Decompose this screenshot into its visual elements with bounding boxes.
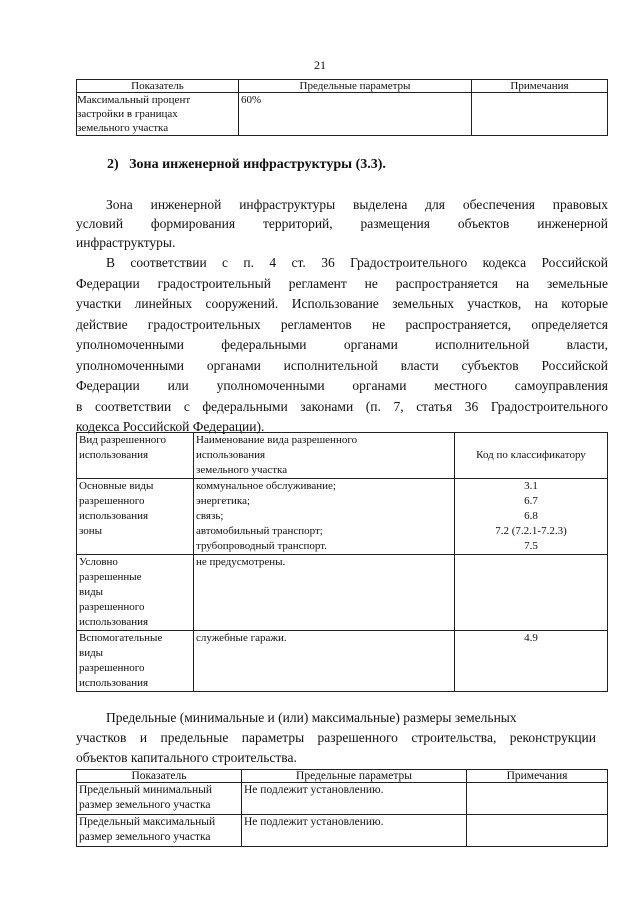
para-line: Федерации или уполномоченными органами местного самоуправления <box>76 378 608 393</box>
col-header-indicator: Показатель <box>77 770 242 783</box>
para-line: уполномоченными федеральными органами исполнительной власти, <box>76 337 608 352</box>
page-number: 21 <box>314 58 326 72</box>
cell-param: 60% <box>239 93 472 136</box>
col-header-use-name: использования <box>196 449 266 461</box>
table-row <box>77 479 608 555</box>
cell-param: Не подлежит установлению. <box>242 783 467 815</box>
cell-text: разрешенного <box>79 601 145 613</box>
table-permitted-uses <box>76 432 608 692</box>
col-header-params: Предельные параметры <box>239 80 472 93</box>
col-header-use-type: использования <box>79 449 149 461</box>
use-code: 7.2 (7.2.1-7.2.3) <box>495 525 567 537</box>
para-line: в соответствии с федеральными законами (п. 7, статья 36 Градостроительного <box>76 398 608 414</box>
cell-text: разрешенного <box>79 662 145 674</box>
table-row <box>77 555 608 631</box>
table-row <box>77 815 608 847</box>
para-line: действие градостроительных регламентов не распространяется, определяется <box>76 316 608 332</box>
table-row <box>77 93 608 136</box>
use-code: 7.5 <box>524 540 538 552</box>
cell-text: Вспомогательные <box>79 632 163 644</box>
use-name: связь; <box>196 510 224 522</box>
para-line: участки линейных сооружений. Использование земельных участков, на которые <box>76 296 608 311</box>
para-line: участков и предельные параметры разрешенного строительства, реконструкции <box>76 730 596 745</box>
para-line: Федерации градостроительный регламент не распространяется на земельные <box>76 275 608 291</box>
cell-text: виды <box>79 586 104 598</box>
cell-text: разрешенные <box>79 571 142 583</box>
para-line: Зона инженерной инфраструктуры выделена для обеспечения правовых <box>106 197 608 212</box>
cell-text: Максимальный процент <box>77 94 191 106</box>
cell-text: земельного участка <box>77 122 169 134</box>
cell-text: Основные виды <box>79 480 154 492</box>
use-code: 6.7 <box>524 495 538 507</box>
col-header-params: Предельные параметры <box>242 770 467 783</box>
col-header-notes: Примечания <box>467 770 608 783</box>
cell-text: застройки в границах <box>77 108 178 120</box>
col-header-code: Код по классификатору <box>455 433 608 479</box>
cell-text: зоны <box>79 525 103 537</box>
cell-text: разрешенного <box>79 495 145 507</box>
para-line: уполномоченными органами исполнительной власти субъектов Российской <box>76 357 608 373</box>
use-code: 6.8 <box>524 510 538 522</box>
cell-note <box>467 783 608 815</box>
use-name: трубопроводный транспорт. <box>196 540 328 552</box>
cell-param: Не подлежит установлению. <box>242 815 467 847</box>
cell-text: размер земельного участка <box>79 799 211 811</box>
para-line: инфраструктуры. <box>76 235 176 250</box>
paragraph-limits <box>76 708 596 768</box>
para-line: В соответствии с п. 4 ст. 36 Градостроительного кодекса Российской <box>106 255 608 270</box>
cell-text: размер земельного участка <box>79 831 211 843</box>
para-line: объектов капитального строительства. <box>76 750 297 765</box>
table-limits-1 <box>76 79 608 136</box>
use-name: энергетика; <box>196 495 251 507</box>
table-limits-2 <box>76 769 608 847</box>
section-heading: 2) Зона инженерной инфраструктуры (3.3). <box>107 157 386 172</box>
use-name: автомобильный транспорт; <box>196 525 323 537</box>
cell-note <box>467 815 608 847</box>
use-code: 3.1 <box>524 480 538 492</box>
table-row <box>77 631 608 692</box>
use-name: не предусмотрены. <box>196 556 286 568</box>
cell-text: Предельный минимальный <box>79 784 213 796</box>
col-header-indicator: Показатель <box>77 80 239 93</box>
use-name: служебные гаражи. <box>196 632 287 644</box>
cell-text: использования <box>79 616 149 628</box>
para-line: условий формирования территорий, размещения объектов инженерной <box>76 216 608 231</box>
cell-text: использования <box>79 677 149 689</box>
col-header-use-name: Наименование вида разрешенного <box>196 434 358 446</box>
use-code: 4.9 <box>524 632 538 644</box>
table-row <box>77 783 608 815</box>
paragraph-legal <box>76 253 608 438</box>
col-header-notes: Примечания <box>472 80 608 93</box>
paragraph-purpose <box>76 195 608 252</box>
col-header-use-name: земельного участка <box>196 464 288 476</box>
para-line: кодекса Российской Федерации). <box>76 419 265 434</box>
cell-note <box>472 93 608 136</box>
cell-text: виды <box>79 647 104 659</box>
para-line: Предельные (минимальные и (или) максимальные) размеры земельных <box>106 710 517 725</box>
cell-text: использования <box>79 510 149 522</box>
cell-text: Предельный максимальный <box>79 816 216 828</box>
cell-text: Условно <box>79 556 118 568</box>
use-name: коммунальное обслуживание; <box>196 480 336 492</box>
col-header-use-type: Вид разрешенного <box>79 434 167 446</box>
